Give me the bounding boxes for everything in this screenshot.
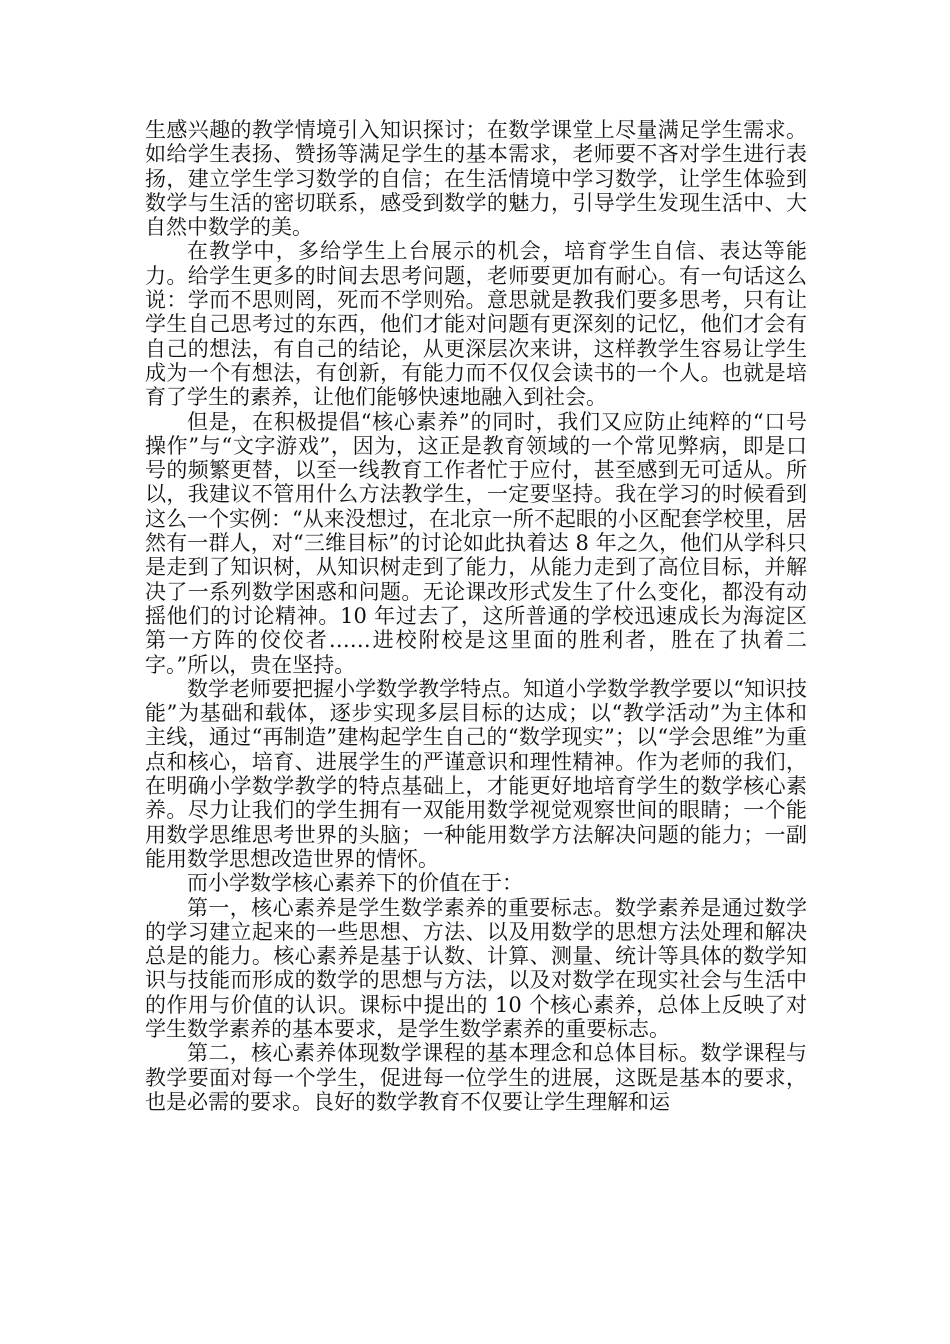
paragraph-7: 第二，核心素养体现数学课程的基本理念和总体目标。数学课程与教学要面对每一个学生，促进每一位学生的进展，这既是基本的要求，也是必需的要求。良好的数学教育不仅要让学生理解和运 — [145, 1041, 807, 1114]
paragraph-6: 第一，核心素养是学生数学素养的重要标志。数学素养是通过数学的学习建立起来的一些思想、方法、以及用数学的思想方法处理和解决总是的能力。核心素养是基于认数、计算、测量、统计等具体的数学知识与技能而形成的数学的思想与方法，以及对数学在现实社会与生活中的作用与价值的认识。课标中提出的 10 个核心素养，总体上反映了对学生数学素养的基本要求，是学生数学素养的重要标志。 — [145, 895, 807, 1041]
paragraph-1: 生感兴趣的教学情境引入知识探讨；在数学课堂上尽量满足学生需求。如给学生表扬、赞扬等满足学生的基本需求，老师要不吝对学生进行表扬，建立学生学习数学的自信；在生活情境中学习数学，让学生体验到数学与生活的密切联系，感受到数学的魅力，引导学生发现生活中、大自然中数学的美。 — [145, 118, 807, 240]
document-body — [145, 118, 807, 1114]
paragraph-3: 但是，在积极提倡“核心素养”的同时，我们又应防止纯粹的“口号操作”与“文字游戏”，因为，这正是教育领域的一个常见弊病，即是口号的频繁更替，以至一线教育工作者忙于应付，甚至感到无可适从。所以，我建议不管用什么方法教学生，一定要坚持。我在学习的时候看到这么一个实例：“从来没想过，在北京一所不起眼的小区配套学校里，居然有一群人，对“三维目标”的讨论如此执着达 8 年之久，他们从学科只是走到了知识树，从知识树走到了能力，从能力走到了高位目标，并解决了一系列数学困惑和问题。无论课改形式发生了什么变化，都没有动摇他们的讨论精神。10 年过去了，这所普通的学校迅速成长为海淀区第一方阵的佼佼者……进校附校是这里面的胜利者，胜在了执着二字。”所以，贵在坚持。 — [145, 409, 807, 677]
paragraph-5: 而小学数学核心素养下的价值在于： — [187, 871, 523, 896]
paragraph-4: 数学老师要把握小学数学教学特点。知道小学数学教学要以“知识技能”为基础和载体，逐步实现多层目标的达成；以“教学活动”为主体和主线，通过“再制造”建构起学生自己的“数学现实”；以“学会思维”为重点和核心，培育、进展学生的严谨意识和理性精神。作为老师的我们，在明确小学数学教学的特点基础上，才能更好地培育学生的数学核心素养。尽力让我们的学生拥有一双能用数学视觉观察世间的眼睛；一个能用数学思维思考世界的头脑；一种能用数学方法解决问题的能力；一副能用数学思想改造世界的情怀。 — [145, 676, 807, 871]
paragraph-2: 在教学中，多给学生上台展示的机会，培育学生自信、表达等能力。给学生更多的时间去思考问题，老师要更加有耐心。有一句话这么说：学而不思则罔，死而不学则殆。意思就是教我们要多思考，只有让学生自己思考过的东西，他们才能对问题有更深刻的记忆，他们才会有自己的想法，有自己的结论，从更深层次来讲，这样教学生容易让学生成为一个有想法，有创新，有能力而不仅仅会读书的一个人。也就是培育了学生的素养，让他们能够快速地融入到社会。 — [145, 239, 807, 410]
